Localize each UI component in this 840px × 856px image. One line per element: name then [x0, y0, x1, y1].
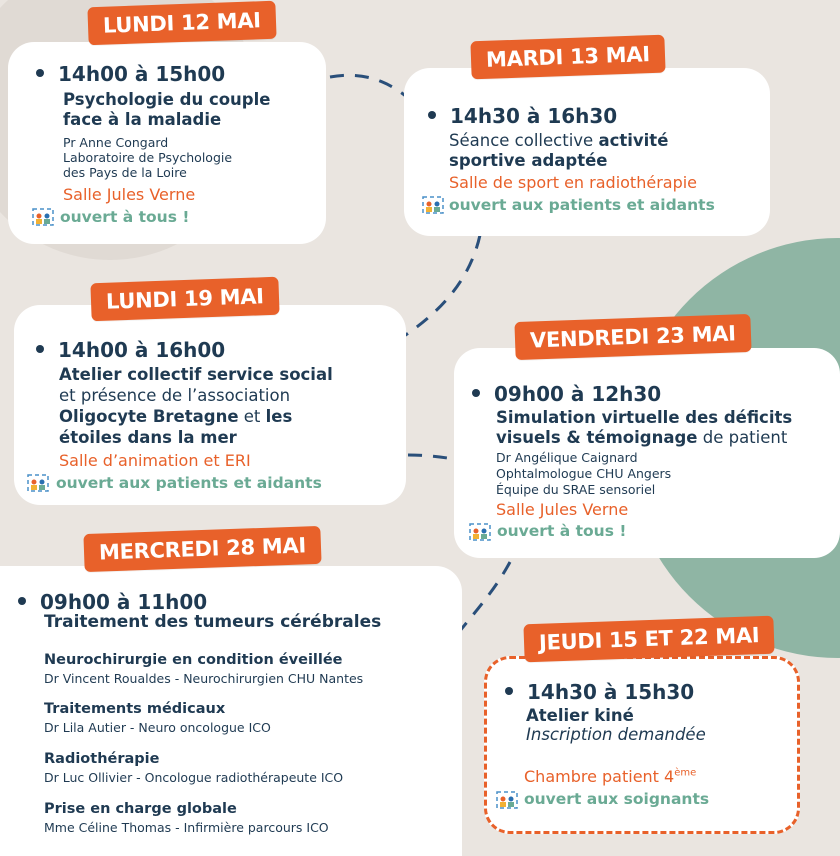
people-icon	[32, 208, 54, 226]
time-text: 14h30 à 15h30	[527, 680, 695, 704]
people-icon	[422, 196, 444, 214]
bullet-icon	[428, 111, 436, 119]
description-text: Séance collective	[449, 131, 599, 150]
speaker-line: Équipe du SRAE sensoriel	[496, 482, 656, 497]
talk-speaker: Dr Vincent Roualdes - Neurochirurgien CHU Nantes	[44, 671, 364, 686]
access-label: ouvert à tous !	[60, 208, 190, 226]
event-time	[428, 104, 617, 128]
association-name: Oligocyte Bretagne	[59, 407, 239, 426]
room-label	[524, 767, 696, 786]
event-title: Atelier kiné	[526, 706, 634, 725]
day-tag: VENDREDI 23 MAI	[514, 314, 751, 360]
bullet-icon	[505, 687, 513, 695]
event-time	[18, 590, 207, 614]
event-description-line2: sportive adaptée	[449, 151, 608, 170]
access-label: ouvert à tous !	[497, 522, 627, 540]
day-tag: LUNDI 19 MAI	[90, 277, 279, 322]
bullet-icon	[18, 597, 26, 605]
day-tag: JEUDI 15 ET 22 MAI	[523, 616, 775, 663]
day-tag: MARDI 13 MAI	[470, 35, 665, 80]
time-text: 14h00 à 16h00	[58, 338, 226, 362]
people-icon	[469, 523, 491, 541]
people-icon	[27, 474, 49, 492]
room-label: Salle Jules Verne	[63, 185, 196, 204]
day-tag: MERCREDI 28 MAI	[83, 526, 321, 572]
talk-title: Prise en charge globale	[44, 801, 237, 817]
day-tag: LUNDI 12 MAI	[87, 1, 276, 46]
bullet-icon	[472, 389, 480, 397]
talk-speaker: Mme Céline Thomas - Infirmière parcours ICO	[44, 820, 329, 835]
event-line1: Atelier collectif service social	[59, 365, 333, 384]
bullet-icon	[36, 69, 44, 77]
event-line2: et présence de l’association	[59, 386, 291, 405]
room-text: Chambre patient 4	[524, 767, 675, 786]
description-bold: visuels & témoignage	[496, 428, 698, 447]
people-icon	[496, 791, 518, 809]
event-title-line2: face à la maladie	[63, 110, 222, 129]
talk-speaker: Dr Luc Ollivier - Oncologue radiothérapeute ICO	[44, 770, 344, 785]
time-text: 14h00 à 15h00	[58, 62, 226, 86]
event-title-line1: Psychologie du couple	[63, 90, 271, 109]
time-text: 14h30 à 16h30	[450, 104, 618, 128]
event-line4: étoiles dans la mer	[59, 428, 237, 447]
event-time	[472, 382, 661, 406]
description-text: de patient	[697, 428, 788, 447]
event-note: Inscription demandée	[526, 725, 706, 744]
talk-title: Radiothérapie	[44, 751, 160, 767]
bullet-icon	[36, 345, 44, 353]
talk-speaker: Dr Lila Autier - Neuro oncologue ICO	[44, 720, 271, 735]
connector-text: et	[238, 407, 266, 426]
room-label: Salle de sport en radiothérapie	[449, 173, 698, 192]
event-line3	[59, 407, 292, 426]
event-line2	[496, 428, 787, 447]
access-label: ouvert aux patients et aidants	[449, 196, 715, 214]
event-line1: Simulation virtuelle des déficits	[496, 408, 793, 427]
room-label: Salle Jules Verne	[496, 500, 629, 519]
speaker-line: Laboratoire de Psychologie	[63, 150, 233, 165]
speaker-line: des Pays de la Loire	[63, 165, 187, 180]
room-label: Salle d’animation et ERI	[59, 451, 251, 470]
talk-title: Neurochirurgie en condition éveillée	[44, 652, 343, 668]
speaker-line: Dr Angélique Caignard	[496, 450, 638, 465]
event-time	[36, 62, 225, 86]
speaker-line: Ophtalmologue CHU Angers	[496, 466, 672, 481]
speaker-line: Pr Anne Congard	[63, 135, 169, 150]
access-label: ouvert aux soignants	[524, 790, 710, 808]
session-title: Traitement des tumeurs cérébrales	[44, 612, 382, 632]
room-superscript: ème	[674, 767, 697, 779]
talk-title: Traitements médicaux	[44, 701, 226, 717]
event-time	[505, 680, 694, 704]
event-time	[36, 338, 225, 362]
description-bold: activité	[598, 131, 669, 150]
time-text: 09h00 à 11h00	[40, 590, 208, 614]
association-name-2: les	[265, 407, 293, 426]
time-text: 09h00 à 12h30	[494, 382, 662, 406]
event-description-line1	[449, 131, 668, 150]
access-label: ouvert aux patients et aidants	[56, 474, 322, 492]
